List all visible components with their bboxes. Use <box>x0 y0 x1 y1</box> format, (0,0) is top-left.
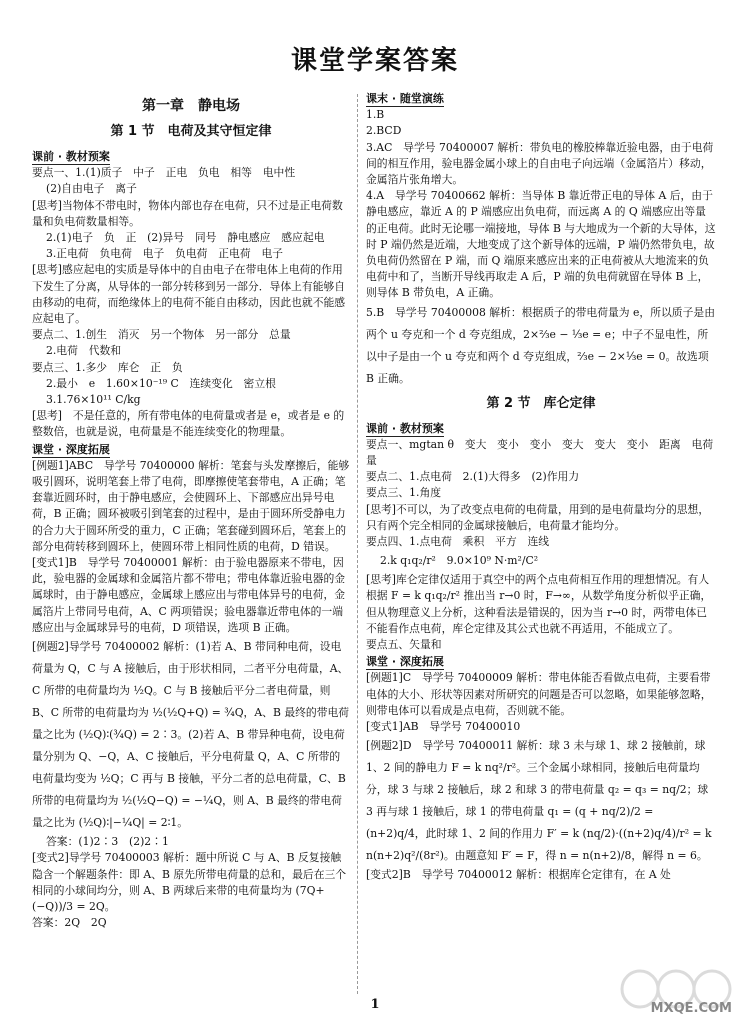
subsection-heading: 课堂 · 深度拓展 <box>32 442 110 456</box>
subsection-heading-row <box>366 90 716 107</box>
answer-line: (2)自由电子 离子 <box>46 182 137 196</box>
answer-line: [思考]库仑定律仅适用于真空中的两个点电荷相互作用的理想情况。有人根据 F = k q₁q₂/r² 推出当 r→0 时，F→∞，从数学角度分析似乎正确，但从物理意义上分析，这种看法是错误的，因为当 r→0 时，两带电体已不能看作点电荷，库仑定律及其公式也就不再适用，不能成立了。 <box>366 573 712 635</box>
page-title: 课堂学案答案 <box>290 46 459 76</box>
watermark-text: MXQE.COM <box>650 1000 732 1016</box>
right-column <box>366 90 716 990</box>
answer-line: 2.k q₁q₂/r² 9.0×10⁹ N·m²/C² <box>380 554 539 568</box>
answer-line: 2.(1)电子 负 正 (2)异号 同号 静电感应 感应起电 <box>46 231 325 245</box>
subsection-heading: 课堂 · 深度拓展 <box>366 655 444 669</box>
subsection-heading-row <box>366 653 716 670</box>
answer-line: [例题2]D 导学号 70400011 解析：球 3 未与球 1、球 2 接触前，球 1、2 间的静电力 F = k nq²/r²。三个金属小球相同，接触后电荷量均分，球 3 与球 2 接触后，球 2 和球 3 的带电荷量 q₂ = q₃ = nq/2；球 3 再与球 1 接触后，球 1 的带电荷量 q₁ = (q + nq/2)/2 = (n+2)q/4，此时球 1、2 间的作用力 F′ = k (nq/2)·((n+2)q/4)/r² = k n(n+2)q²/(8r²)。由题意知 F′ = F，得 n = n(n+2)/8，解得 n = 6。 <box>366 739 715 863</box>
answer-line: [变式2]B 导学号 70400012 解析：根据库仑定律有，在 A 处 <box>366 868 671 882</box>
answer-line: 要点四、1.点电荷 乘积 平方 连线 <box>366 535 550 549</box>
answer-line: 要点二、1.点电荷 2.(1)大得多 (2)作用力 <box>366 470 580 484</box>
left-column <box>32 90 350 990</box>
answer-line: 2.BCD <box>366 124 402 138</box>
chapter-heading: 第一章 静电场 <box>142 98 240 114</box>
answer-line: 2.最小 e 1.60×10⁻¹⁹ C 连续变化 密立根 <box>46 376 276 390</box>
subsection-heading-row <box>32 148 350 165</box>
section-heading: 第 1 节 电荷及其守恒定律 <box>110 124 272 139</box>
subsection-heading-row <box>366 420 716 437</box>
answer-line: 3.正电荷 负电荷 电子 负电荷 正电荷 电子 <box>46 247 284 261</box>
subsection-heading: 课末 · 随堂演练 <box>366 92 444 105</box>
answer-line: [思考] 不是任意的，所有带电体的电荷量或者是 e，或者是 e 的整数倍，也就是说，电荷量是不能连续变化的物理量。 <box>32 409 345 439</box>
subsection-heading-row <box>32 441 350 458</box>
answer-line: 5.B 导学号 70400008 解析：根据质子的带电荷量为 e，所以质子是由两个 u 夸克和一个 d 夸克组成，2×⅔e − ⅓e = e；中子不显电性，所以中子是由一个 u 夸克和两个 d 夸克组成，⅔e − 2×⅓e = 0。故选项 B 正确。 <box>366 305 715 385</box>
answer-line: 1.B <box>366 108 385 122</box>
answer-line: 要点一、1.(1)质子 中子 正电 负电 相等 电中性 <box>32 166 296 180</box>
answer-line: [例题1]C 导学号 70400009 解析：带电体能否看做点电荷，主要看带电体的大小、形状等因素对所研究的问题是否可以忽略，如果能够忽略，则带电体可以看成是点电荷，否则就不能。 <box>366 671 712 717</box>
answer-line: 答案：2Q 2Q <box>32 916 107 930</box>
answer-line: 2.电荷 代数和 <box>46 344 122 358</box>
answer-line: [思考]当物体不带电时，物体内部也存在电荷，只不过是正电荷数量和负电荷数量相等。 <box>32 198 343 228</box>
answer-line: [变式1]AB 导学号 70400010 <box>366 720 521 734</box>
answer-line: [思考]感应起电的实质是导体中的自由电子在带电体上电荷的作用下发生了分离，从导体的一部分转移到另一部分．导体上有能够自由移动的电荷，而绝缘体上的电荷不能自由移动，因此也就不能感应起电了。 <box>32 263 346 326</box>
subsection-heading: 课前 · 教材预案 <box>32 150 110 163</box>
answer-line: [例题2]导学号 70400002 解析：(1)若 A、B 带同种电荷，设电荷量为 Q，C 与 A 接触后，由于形状相同，二者平分电荷量，A、C 所带的电荷量均为 ½Q。C 与 B 接触后平分二者电荷量，则 B、C 所带的电荷量均为 ½(½Q+Q) = ¾Q，A、B 最终的带电荷量之比为 (½Q)∶(¾Q) = 2∶3。(2)若 A、B 带异种电荷，设电荷量分别为 Q、−Q，A、C 接触后，平分电荷量 Q，A、C 所带的电荷量均变为 ½Q；C 再与 B 接触，平分二者的总电荷量，C、B 所带的电荷量均为 ½(½Q−Q) = −¼Q，则 A、B 最终的带电荷量之比为 (½Q)∶|−¼Q| = 2∶1。 <box>32 640 350 830</box>
page-number: 1 <box>370 997 380 1012</box>
answer-line: 要点一、mgtan θ 变大 变小 变小 变大 变大 变小 距离 电荷量 <box>366 437 714 468</box>
answer-line: 要点三、1.多少 库仑 正 负 <box>32 360 183 374</box>
section-heading: 第 2 节 库仑定律 <box>486 395 596 411</box>
answer-line: 3.1.76×10¹¹ C/kg <box>46 393 141 407</box>
answer-line: [变式1]B 导学号 70400001 解析：由于验电器原来不带电，因此，验电器的金属球和金属箔片都不带电；带电体靠近验电器的金属球时，由于静电感应，金属球上感应出与带电体异号的电荷，金属箔片上带同号电荷，A、C 两项错误；验电器靠近带电体的一端感应出与金属球异号的电荷，D 项错误，选项 B 正确。 <box>32 556 346 634</box>
answer-line: 4.A 导学号 70400662 解析：当导体 B 靠近带正电的导体 A 后，由于静电感应，靠近 A 的 P 端感应出负电荷，而远离 A 的 Q 端感应出等量的正电荷。此时无论哪一端接地，导体 B 与大地成为一个新的大导体，这时 P 端仍然是近端，大地变成了这个新导体的远端，P 端仍然带负电，故负电荷仍然留在 P 端，而 Q 端原来感应出来的正电荷被从大地流来的负电荷中和了，当断开导线再取走 A 后，P 端的负电荷就留在导体 B 上，则导体 B 带负电，A 正确。 <box>366 189 716 300</box>
answer-line: [变式2]导学号 70400003 解析：题中所说 C 与 A、B 反复接触隐含一个解题条件：即 A、B 原先所带电荷量的总和，最后在三个相同的小球间均分，则 A、B 两球后来带的电荷量均为 (7Q+(−Q))/3 = 2Q。 <box>32 851 347 913</box>
answer-line: [例题1]ABC 导学号 70400000 解析：笔套与头发摩擦后，能够吸引圆环，说明笔套上带了电荷，即摩擦使笔套带电，A 正确；笔套靠近圆环时，由于静电感应，会使圆环上、下部感应出异号电荷，B 正确；圆环被吸引到笔套的过程中，是由于圆环所受静电力的合力大于圆环所受的重力，C 正确；笔套碰到圆环后，笔套上的部分电荷转移到圆环上，使圆环带上相同性质的电荷，D 错误。 <box>32 458 350 553</box>
answer-line: 答案：(1)2∶3 (2)2∶1 <box>46 835 169 849</box>
answer-line: 要点五、矢量和 <box>366 638 442 652</box>
answer-line: 3.AC 导学号 70400007 解析：带负电的橡胶棒靠近验电器，由于电荷间的相互作用，验电器金属小球上的自由电子向远端（金属箔片）移动，金属箔片张角增大。 <box>366 140 714 187</box>
column-divider <box>357 94 358 994</box>
answer-line: 要点三、1.角度 <box>366 486 442 500</box>
subsection-heading: 课前 · 教材预案 <box>366 421 444 435</box>
answer-line: 要点二、1.创生 消灭 另一个物体 另一部分 总量 <box>32 328 291 342</box>
answer-line: [思考]不可以，为了改变点电荷的电荷量，用到的是电荷量均分的思想，只有两个完全相同的金属球接触后，电荷量才能均分。 <box>366 502 710 532</box>
